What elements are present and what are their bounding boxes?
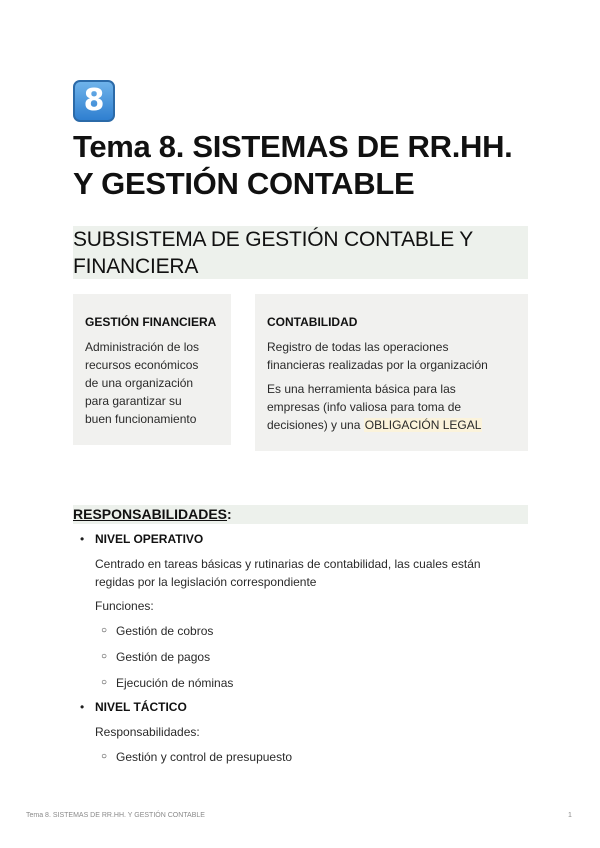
card-contabilidad (255, 294, 528, 451)
disc-bullet-icon: • (80, 700, 85, 714)
level-title-tactico: NIVEL TÁCTICO (95, 700, 187, 714)
circle-bullet-icon: ○ (101, 751, 108, 762)
card-heading: CONTABILIDAD (267, 315, 358, 329)
list-item: Gestión y control de presupuesto (116, 750, 293, 764)
card-gestion-financiera (73, 294, 231, 445)
responsibilities-heading (73, 505, 528, 524)
description-line: regidas por la legislación correspondiente (95, 575, 317, 589)
circle-bullet-icon: ○ (101, 625, 108, 636)
card-text-line: Es una herramienta básica para las (267, 382, 456, 396)
highlighted-text: OBLIGACIÓN LEGAL (364, 418, 482, 432)
card-description (85, 338, 219, 428)
card-description (267, 338, 516, 374)
page-number: 1 (568, 812, 572, 819)
page-title (73, 128, 543, 202)
card-text-line: decisiones) y una (267, 418, 364, 432)
card-description-2 (267, 380, 516, 434)
card-text-line: para garantizar su (85, 394, 182, 408)
card-heading: GESTIÓN FINANCIERA (85, 315, 217, 329)
responsibilities-label: Responsabilidades: (95, 725, 200, 739)
disc-bullet-icon: • (80, 532, 85, 546)
functions-label: Funciones: (95, 599, 154, 613)
description-line: Centrado en tareas básicas y rutinarias de contabilidad, las cuales están (95, 557, 481, 571)
circle-bullet-icon: ○ (101, 651, 108, 662)
keycap-8-icon: 8 (73, 80, 115, 122)
list-item: Gestión de cobros (116, 624, 214, 638)
title-line-1: Tema 8. SISTEMAS DE RR.HH. (73, 129, 513, 164)
level-title-operativo: NIVEL OPERATIVO (95, 532, 204, 546)
title-line-2: Y GESTIÓN CONTABLE (73, 166, 415, 201)
card-text-line: empresas (info valiosa para toma de (267, 400, 462, 414)
card-text-line: buen funcionamiento (85, 412, 197, 426)
section-heading-line-2: FINANCIERA (73, 255, 199, 278)
card-text-line: Registro de todas las operaciones (267, 340, 449, 354)
card-text-line: Administración de los (85, 340, 200, 354)
card-text-line: financieras realizadas por la organización (267, 358, 488, 372)
responsibilities-heading-text: RESPONSABILIDADES (73, 506, 228, 522)
level-description (95, 555, 525, 591)
section-heading-line-1: SUBSISTEMA DE GESTIÓN CONTABLE Y (73, 228, 474, 251)
footer-title: Tema 8. SISTEMAS DE RR.HH. Y GESTIÓN CONTABLE (26, 812, 205, 819)
heading-colon: : (227, 506, 232, 522)
list-item: Gestión de pagos (116, 650, 211, 664)
card-text-line: recursos económicos (85, 358, 199, 372)
card-text-line: de una organización (85, 376, 194, 390)
section-heading (73, 226, 528, 279)
circle-bullet-icon: ○ (101, 677, 108, 688)
list-item: Ejecución de nóminas (116, 676, 234, 690)
